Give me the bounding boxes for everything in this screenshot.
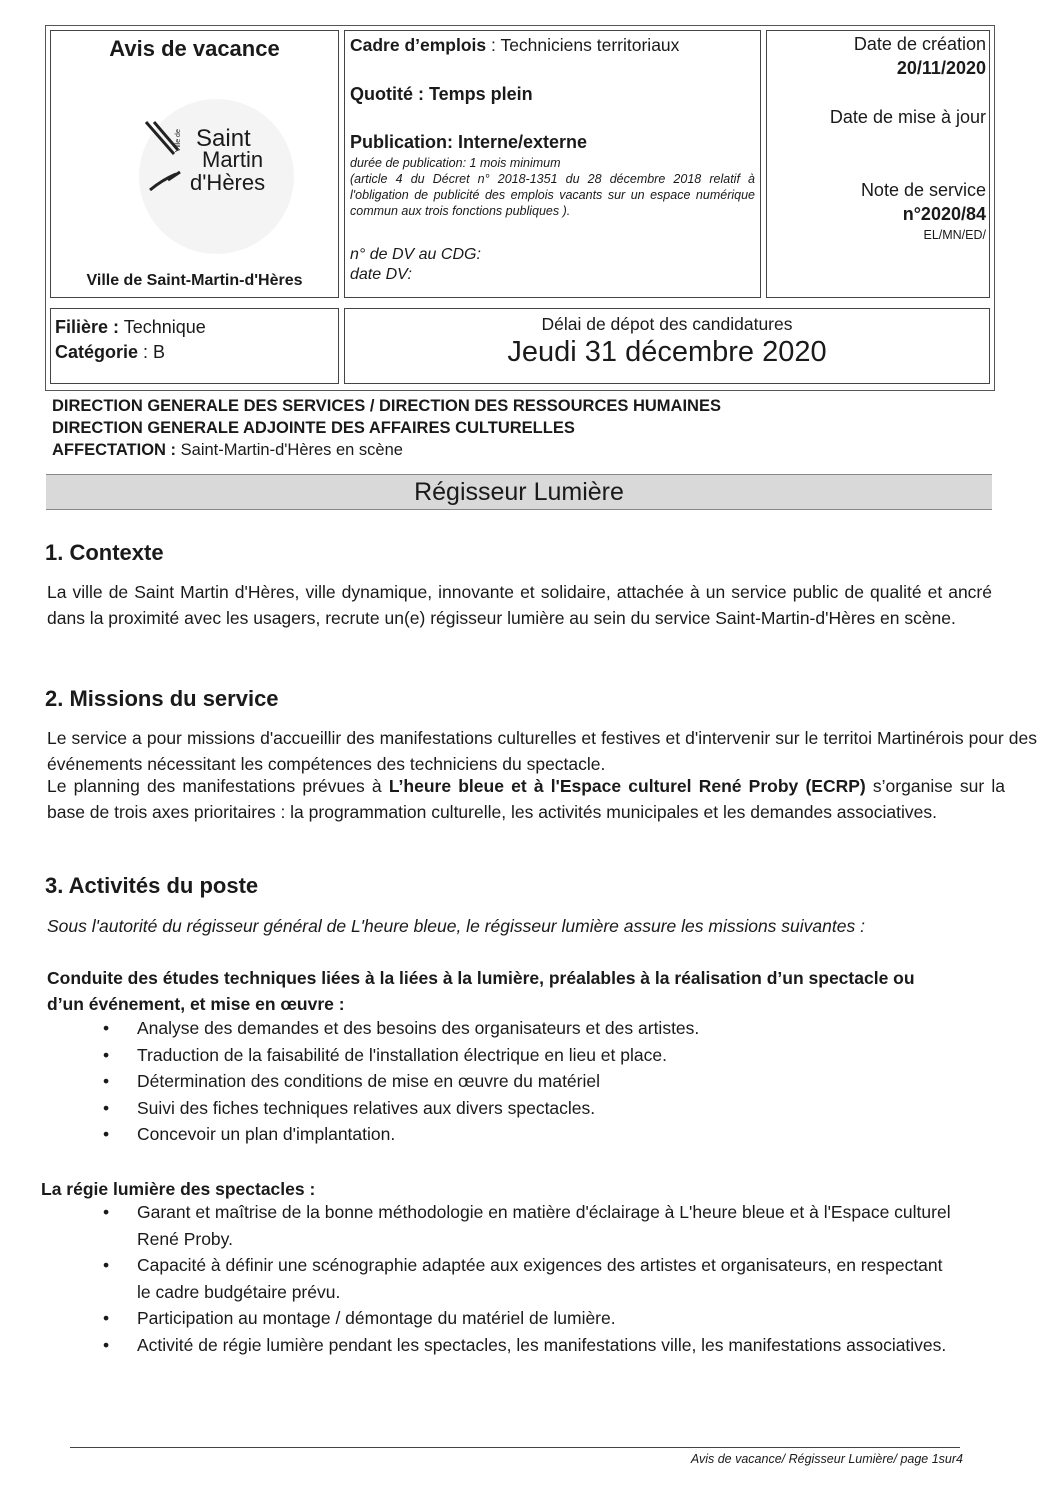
subsection-2-title: La régie lumière des spectacles : [41, 1179, 316, 1199]
cadre-emplois [350, 35, 679, 56]
note-service-ref: EL/MN/ED/ [923, 228, 986, 242]
subsection-1-title: Conduite des études techniques liées à la liées à la lumière, préalables à la réalisation d’un spectacle ou d’un événement, et mise en œuvre : [47, 968, 915, 1014]
note-service-label: Note de service [860, 180, 986, 200]
section-1-title: 1. Contexte [45, 540, 164, 565]
footer-rule [70, 1447, 960, 1448]
cadre-value: : Techniciens territoriaux [491, 35, 680, 55]
list-item: • Garant et maîtrise de la bonne méthodologie en matière d'éclairage à L'heure bleue et à l'Espace culturel René Proby. [47, 1199, 957, 1252]
subsection-1-list [47, 1015, 947, 1148]
list-item: • Activité de régie lumière pendant les spectacles, les manifestations ville, les manifestations associatives. [47, 1332, 957, 1359]
date-creation-value: 20/11/2020 [896, 58, 986, 78]
affectation-value: Saint-Martin-d'Hères en scène [176, 441, 403, 459]
section-2-text-2c: s’organise sur la base de trois axes prioritaires : la programmation culturelle, les activités municipales et les demandes associatives. [47, 776, 1005, 822]
date-maj-label: Date de mise à jour [829, 107, 986, 127]
delai-label: Délai de dépot des candidatures [541, 314, 793, 334]
list-item: • Analyse des demandes et des besoins des organisateurs et des artistes. [47, 1015, 947, 1042]
affectation [52, 441, 403, 460]
list-item: • Détermination des conditions de mise en œuvre du matériel [47, 1068, 947, 1095]
section-2-text-2 [47, 773, 1005, 825]
list-item: • Traduction de la faisabilité de l'installation électrique en lieu et place. [47, 1042, 947, 1069]
ville-name: Ville de Saint-Martin-d'Hères [86, 272, 303, 289]
section-3-intro: Sous l'autorité du régisseur général de L'heure bleue, le régisseur lumière assure les missions suivantes : [47, 916, 865, 936]
date-dv: date DV: [350, 266, 412, 283]
quotite: Quotité : Temps plein [350, 84, 533, 104]
list-item: • Participation au montage / démontage du matériel de lumière. [47, 1305, 957, 1332]
publication-duration: durée de publication: 1 mois minimum [350, 156, 561, 170]
direction-line-1: DIRECTION GENERALE DES SERVICES / DIRECTION DES RESSOURCES HUMAINES [52, 397, 721, 415]
page-footer: Avis de vacance/ Régisseur Lumière/ page 1sur4 [690, 1452, 963, 1466]
date-creation-label: Date de création [853, 34, 986, 54]
svg-text:Ville de: Ville de [175, 129, 182, 152]
note-service-value: n°2020/84 [902, 204, 986, 224]
section-2-title: 2. Missions du service [45, 686, 279, 711]
list-item: • Suivi des fiches techniques relatives aux divers spectacles. [47, 1095, 947, 1122]
subsection-2-list [47, 1199, 957, 1358]
direction-line-2: DIRECTION GENERALE ADJOINTE DES AFFAIRES CULTURELLES [52, 419, 575, 437]
section-2-text-2b: L’heure bleue et à l'Espace culturel René Proby (ECRP) [388, 776, 866, 796]
filiere-value: Technique [119, 317, 206, 337]
categorie [55, 342, 165, 363]
categorie-label: Catégorie [55, 342, 139, 362]
list-item: • Concevoir un plan d'implantation. [47, 1121, 947, 1148]
section-3-title: 3. Activités du poste [45, 873, 259, 898]
filiere [55, 317, 206, 338]
affectation-label: AFFECTATION : [52, 441, 177, 459]
list-item: • Capacité à définir une scénographie adaptée aux exigences des artistes et organisateurs, en respectant le cadre budgétaire prévu. [47, 1252, 957, 1305]
delai-value: Jeudi 31 décembre 2020 [507, 336, 827, 368]
publication-legal-note: (article 4 du Décret n° 2018-1351 du 28 décembre 2018 relatif à l'obligation de publicité des emplois vacants sur un espace numérique commun aux trois fonctions publiques ). [350, 172, 755, 218]
dv-cdg: n° de DV au CDG: [350, 246, 481, 263]
logo-text-saint: Saint [196, 125, 251, 152]
filiere-label: Filière : [55, 317, 120, 337]
categorie-value: : B [138, 342, 166, 362]
avis-title: Avis de vacance [109, 36, 280, 61]
section-2-text-1: Le service a pour missions d'accueillir des manifestations culturelles et festives et d'intervenir sur le territoi Martinérois pour des événements nécessitant les compétences des techniciens du spectacle. [47, 728, 1037, 774]
logo-text-heres: d'Hères [190, 170, 266, 195]
publication: Publication: Interne/externe [350, 132, 588, 152]
logo-text-martin: Martin [202, 147, 264, 172]
job-title: Régisseur Lumière [46, 474, 992, 510]
cadre-label: Cadre d’emplois [350, 35, 487, 55]
section-2-text-2a: Le planning des manifestations prévues à [47, 776, 389, 796]
section-1-text: La ville de Saint Martin d'Hères, ville dynamique, innovante et solidaire, attachée à un service public de qualité et ancré dans la proximité avec les usagers, recrute un(e) régisseur lumière au sein du service Saint-Martin-d'Hères en scène. [47, 582, 992, 628]
